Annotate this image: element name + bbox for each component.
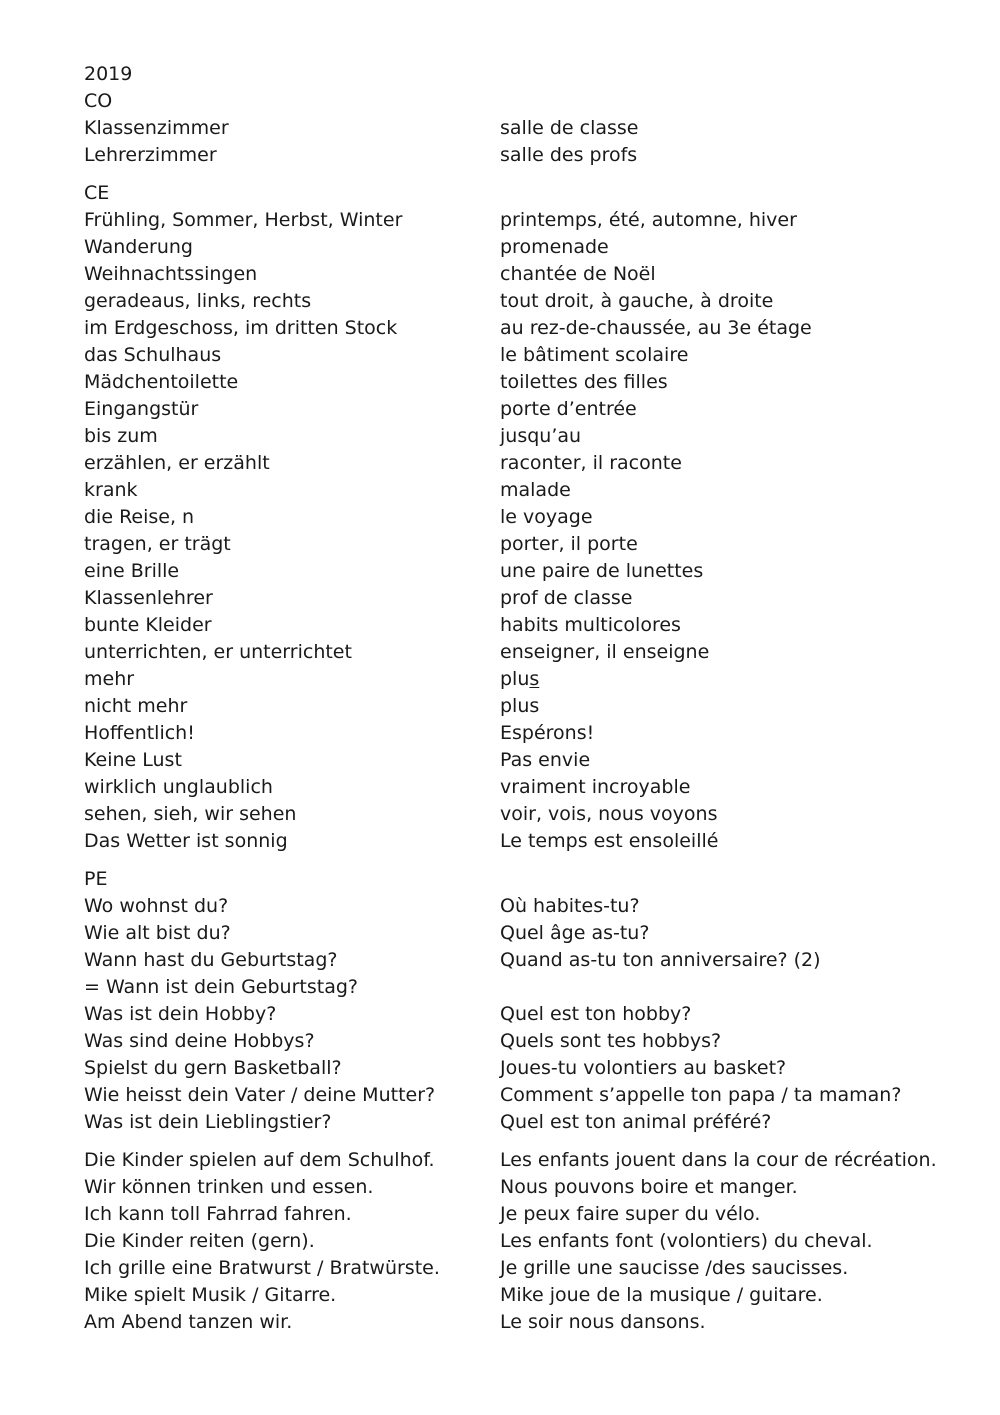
vocab-row: [84, 1082, 964, 1109]
french-translation: plus: [500, 695, 540, 717]
underlined-letter: s: [529, 668, 540, 690]
french-translation: porter, il porte: [500, 533, 638, 555]
german-term: nicht mehr: [84, 695, 188, 717]
vocab-row: [84, 666, 964, 693]
german-term: Klassenzimmer: [84, 117, 229, 139]
french-translation: chantée de Noël: [500, 263, 656, 285]
vocab-row: [84, 423, 964, 450]
vocab-row: [84, 504, 964, 531]
french-translation: raconter, il raconte: [500, 452, 682, 474]
german-term: bis zum: [84, 425, 158, 447]
german-term: krank: [84, 479, 138, 501]
vocab-row: [84, 639, 964, 666]
german-term: Eingangstür: [84, 398, 199, 420]
german-term: Weihnachtssingen: [84, 263, 258, 285]
german-term: tragen, er trägt: [84, 533, 231, 555]
french-translation: Quand as-tu ton anniversaire? (2): [500, 949, 821, 971]
section-ce: [84, 180, 964, 855]
vocab-row: [84, 974, 964, 1001]
vocab-row: [84, 1255, 964, 1282]
vocab-row: [84, 288, 964, 315]
vocab-row: [84, 396, 964, 423]
german-term: die Reise, n: [84, 506, 195, 528]
vocab-row: [84, 585, 964, 612]
german-term: Was ist dein Lieblingstier?: [84, 1111, 332, 1133]
french-translation: Où habites-tu?: [500, 895, 640, 917]
vocab-row: [84, 947, 964, 974]
vocab-row: [84, 828, 964, 855]
german-term: unterrichten, er unterrichtet: [84, 641, 352, 663]
vocab-row: [84, 693, 964, 720]
german-term: Am Abend tanzen wir.: [84, 1311, 293, 1333]
german-term: im Erdgeschoss, im dritten Stock: [84, 317, 398, 339]
french-translation: porte d’entrée: [500, 398, 637, 420]
french-translation: Quel est ton animal préféré?: [500, 1111, 772, 1133]
french-translation: Le temps est ensoleillé: [500, 830, 719, 852]
vocab-row: [84, 315, 964, 342]
german-term: Wie alt bist du?: [84, 922, 231, 944]
vocab-row: [84, 477, 964, 504]
german-term: Ich kann toll Fahrrad fahren.: [84, 1203, 352, 1225]
vocab-row: [84, 1174, 964, 1201]
french-translation: Quel âge as-tu?: [500, 922, 650, 944]
french-translation: Les enfants jouent dans la cour de récréation.: [500, 1149, 937, 1171]
german-term: mehr: [84, 668, 135, 690]
german-term: Ich grille eine Bratwurst / Bratwürste.: [84, 1257, 440, 1279]
french-translation: au rez-de-chaussée, au 3e étage: [500, 317, 812, 339]
vocab-row: [84, 801, 964, 828]
french-translation: prof de classe: [500, 587, 633, 609]
french-translation: malade: [500, 479, 571, 501]
french-translation: [500, 974, 964, 1001]
german-term: Was sind deine Hobbys?: [84, 1030, 315, 1052]
vocab-row: [84, 142, 964, 169]
vocab-row: [84, 531, 964, 558]
german-term: Frühling, Sommer, Herbst, Winter: [84, 209, 403, 231]
vocab-row: [84, 893, 964, 920]
french-translation: vraiment incroyable: [500, 776, 691, 798]
document-year: 2019: [84, 63, 133, 85]
vocab-row: [84, 1001, 964, 1028]
vocab-row: [84, 612, 964, 639]
german-term: Spielst du gern Basketball?: [84, 1057, 342, 1079]
german-term: Keine Lust: [84, 749, 182, 771]
vocab-row: [84, 342, 964, 369]
vocab-row: [84, 558, 964, 585]
german-term: eine Brille: [84, 560, 180, 582]
german-term: sehen, sieh, wir sehen: [84, 803, 297, 825]
section-heading: CE: [84, 182, 110, 204]
german-term: Mike spielt Musik / Gitarre.: [84, 1284, 337, 1306]
french-translation: enseigner, il enseigne: [500, 641, 710, 663]
vocab-row: [84, 450, 964, 477]
german-term: Wo wohnst du?: [84, 895, 229, 917]
german-term: Die Kinder reiten (gern).: [84, 1230, 315, 1252]
vocab-row: [84, 1147, 964, 1174]
vocab-row: [84, 1055, 964, 1082]
french-translation: toilettes des filles: [500, 371, 668, 393]
german-term: Das Wetter ist sonnig: [84, 830, 288, 852]
french-translation: Pas envie: [500, 749, 591, 771]
german-term: Wir können trinken und essen.: [84, 1176, 374, 1198]
french-translation: voir, vois, nous voyons: [500, 803, 718, 825]
german-term: Wanderung: [84, 236, 193, 258]
section-sentences: [84, 1147, 964, 1336]
section-co: [84, 88, 964, 169]
vocab-row: [84, 1028, 964, 1055]
vocabulary-document: [84, 61, 964, 1336]
french-translation: Je peux faire super du vélo.: [500, 1203, 761, 1225]
german-term: Was ist dein Hobby?: [84, 1003, 277, 1025]
french-translation: tout droit, à gauche, à droite: [500, 290, 774, 312]
german-term: Lehrerzimmer: [84, 144, 217, 166]
section-pe: [84, 866, 964, 1136]
section-heading: CO: [84, 90, 113, 112]
french-translation: printemps, été, automne, hiver: [500, 209, 797, 231]
french-translation: le voyage: [500, 506, 593, 528]
french-translation: habits multicolores: [500, 614, 681, 636]
german-term: bunte Kleider: [84, 614, 212, 636]
french-translation: Je grille une saucisse /des saucisses.: [500, 1257, 849, 1279]
vocab-row: [84, 747, 964, 774]
german-term: Wie heisst dein Vater / deine Mutter?: [84, 1084, 436, 1106]
german-term: Mädchentoilette: [84, 371, 239, 393]
french-translation: Nous pouvons boire et manger.: [500, 1176, 798, 1198]
vocab-row: [84, 234, 964, 261]
section-heading: PE: [84, 868, 108, 890]
vocab-row: [84, 369, 964, 396]
french-translation: jusqu’au: [500, 425, 582, 447]
vocab-row: [84, 774, 964, 801]
french-translation: Les enfants font (volontiers) du cheval.: [500, 1230, 873, 1252]
vocab-row: [84, 1228, 964, 1255]
french-translation: Joues-tu volontiers au basket?: [500, 1057, 787, 1079]
german-term: Wann hast du Geburtstag?: [84, 949, 338, 971]
french-translation: une paire de lunettes: [500, 560, 704, 582]
german-term: erzählen, er erzählt: [84, 452, 270, 474]
vocab-row: [84, 207, 964, 234]
vocab-row: [84, 1201, 964, 1228]
french-translation: Quels sont tes hobbys?: [500, 1030, 722, 1052]
vocab-row: [84, 720, 964, 747]
german-term: geradeaus, links, rechts: [84, 290, 312, 312]
german-term: Hoffentlich!: [84, 722, 195, 744]
french-translation: salle de classe: [500, 117, 639, 139]
german-term: wirklich unglaublich: [84, 776, 273, 798]
german-term: das Schulhaus: [84, 344, 222, 366]
german-term: Die Kinder spielen auf dem Schulhof.: [84, 1149, 435, 1171]
french-translation: le bâtiment scolaire: [500, 344, 689, 366]
vocab-row: [84, 115, 964, 142]
french-translation: plus: [500, 668, 540, 690]
french-translation: Le soir nous dansons.: [500, 1311, 706, 1333]
french-translation: Espérons!: [500, 722, 595, 744]
french-translation: promenade: [500, 236, 609, 258]
vocab-row: [84, 1282, 964, 1309]
vocab-row: [84, 920, 964, 947]
german-term: Klassenlehrer: [84, 587, 213, 609]
french-translation: salle des profs: [500, 144, 638, 166]
french-translation: Mike joue de la musique / guitare.: [500, 1284, 823, 1306]
vocab-row: [84, 1309, 964, 1336]
french-translation: Comment s’appelle ton papa / ta maman?: [500, 1084, 902, 1106]
vocab-row: [84, 1109, 964, 1136]
sections-container: [84, 88, 964, 1336]
german-term: = Wann ist dein Geburtstag?: [84, 976, 358, 998]
french-translation: Quel est ton hobby?: [500, 1003, 692, 1025]
vocab-row: [84, 261, 964, 288]
